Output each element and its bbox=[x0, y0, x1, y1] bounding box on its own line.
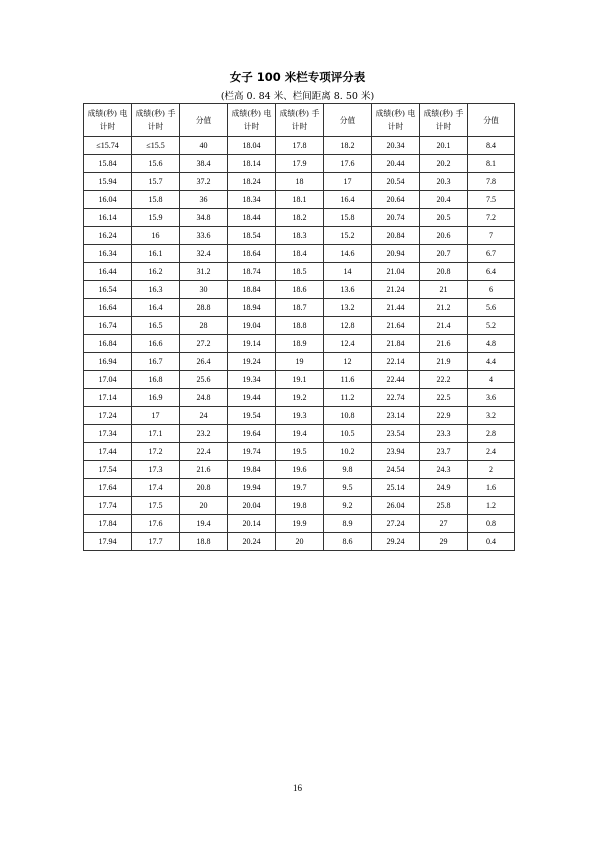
table-cell: 18.6 bbox=[276, 281, 324, 299]
table-cell: 7 bbox=[468, 227, 515, 245]
table-row bbox=[84, 497, 515, 515]
table-row bbox=[84, 353, 515, 371]
table-cell: 19.8 bbox=[276, 497, 324, 515]
table-cell: 21.6 bbox=[420, 335, 468, 353]
table-cell: 19.4 bbox=[180, 515, 228, 533]
table-cell: 18.2 bbox=[276, 209, 324, 227]
table-cell: 7.8 bbox=[468, 173, 515, 191]
table-cell: 19.84 bbox=[228, 461, 276, 479]
table-cell: 18.2 bbox=[324, 137, 372, 155]
table-cell: 18.1 bbox=[276, 191, 324, 209]
page-subtitle: (栏高 0. 84 米、栏间距离 8. 50 米) bbox=[220, 91, 375, 102]
table-cell: 17.04 bbox=[84, 371, 132, 389]
table-cell: 34.8 bbox=[180, 209, 228, 227]
table-cell: 27.24 bbox=[372, 515, 420, 533]
table-cell: 18.8 bbox=[180, 533, 228, 551]
table-cell: 21.2 bbox=[420, 299, 468, 317]
table-cell: 16.44 bbox=[84, 263, 132, 281]
table-cell: 16.24 bbox=[84, 227, 132, 245]
table-cell: 22.14 bbox=[372, 353, 420, 371]
table-cell: 24.3 bbox=[420, 461, 468, 479]
table-cell: 16.5 bbox=[132, 317, 180, 335]
header-cell: 分值 bbox=[468, 104, 515, 137]
table-cell: 20.74 bbox=[372, 209, 420, 227]
table-row bbox=[84, 245, 515, 263]
table-cell: 19.04 bbox=[228, 317, 276, 335]
table-cell: 8.6 bbox=[324, 533, 372, 551]
table-cell: 26.4 bbox=[180, 353, 228, 371]
table-cell: 17.74 bbox=[84, 497, 132, 515]
table-cell: 22.2 bbox=[420, 371, 468, 389]
table-cell: 18.64 bbox=[228, 245, 276, 263]
header-cell: 成绩(秒) 电计时 bbox=[84, 104, 132, 137]
table-cell: 19.34 bbox=[228, 371, 276, 389]
table-cell: 20.44 bbox=[372, 155, 420, 173]
table-cell: 16.64 bbox=[84, 299, 132, 317]
table-cell: 20.6 bbox=[420, 227, 468, 245]
table-cell: 20.1 bbox=[420, 137, 468, 155]
table-cell: 18.4 bbox=[276, 245, 324, 263]
table-cell: 16.4 bbox=[324, 191, 372, 209]
table-cell: 19.4 bbox=[276, 425, 324, 443]
table-cell: 16.4 bbox=[132, 299, 180, 317]
table-cell: 4.4 bbox=[468, 353, 515, 371]
table-row bbox=[84, 155, 515, 173]
table-cell: 38.4 bbox=[180, 155, 228, 173]
table-cell: 25.8 bbox=[420, 497, 468, 515]
table-cell: 17.2 bbox=[132, 443, 180, 461]
table-cell: 16.3 bbox=[132, 281, 180, 299]
table-row bbox=[84, 425, 515, 443]
table-cell: 11.6 bbox=[324, 371, 372, 389]
table-cell: 26.04 bbox=[372, 497, 420, 515]
header-cell: 成绩(秒) 电计时 bbox=[228, 104, 276, 137]
table-cell: 24 bbox=[180, 407, 228, 425]
table-cell: 4.8 bbox=[468, 335, 515, 353]
table-cell: 6.4 bbox=[468, 263, 515, 281]
table-cell: 17.24 bbox=[84, 407, 132, 425]
table-row bbox=[84, 533, 515, 551]
table-cell: 20.94 bbox=[372, 245, 420, 263]
table-cell: 23.2 bbox=[180, 425, 228, 443]
table-cell: 15.6 bbox=[132, 155, 180, 173]
table-cell: 36 bbox=[180, 191, 228, 209]
table-cell: 15.2 bbox=[324, 227, 372, 245]
table-cell: 30 bbox=[180, 281, 228, 299]
table-cell: 12.8 bbox=[324, 317, 372, 335]
table-cell: 21 bbox=[420, 281, 468, 299]
table-cell: 17 bbox=[324, 173, 372, 191]
table-cell: 23.94 bbox=[372, 443, 420, 461]
table-row bbox=[84, 479, 515, 497]
table-cell: 16.8 bbox=[132, 371, 180, 389]
table-cell: 22.9 bbox=[420, 407, 468, 425]
table-cell: 15.8 bbox=[132, 191, 180, 209]
table-cell: 16.04 bbox=[84, 191, 132, 209]
table-cell: 16.94 bbox=[84, 353, 132, 371]
table-cell: 19.94 bbox=[228, 479, 276, 497]
table-cell: 5.6 bbox=[468, 299, 515, 317]
table-cell: 16.74 bbox=[84, 317, 132, 335]
table-row bbox=[84, 173, 515, 191]
table-cell: 20.8 bbox=[180, 479, 228, 497]
table-cell: 16.34 bbox=[84, 245, 132, 263]
table-cell: 16.1 bbox=[132, 245, 180, 263]
table-cell: 17.44 bbox=[84, 443, 132, 461]
table-cell: 28.8 bbox=[180, 299, 228, 317]
table-cell: 19.74 bbox=[228, 443, 276, 461]
table-cell: 6.7 bbox=[468, 245, 515, 263]
table-cell: 13.2 bbox=[324, 299, 372, 317]
table-cell: 29 bbox=[420, 533, 468, 551]
table-cell: 19.6 bbox=[276, 461, 324, 479]
table-cell: 16.84 bbox=[84, 335, 132, 353]
page-number: 16 bbox=[293, 783, 302, 793]
table-cell: 20.8 bbox=[420, 263, 468, 281]
table-cell: 17.6 bbox=[324, 155, 372, 173]
table-cell: 15.9 bbox=[132, 209, 180, 227]
table-cell: 18.54 bbox=[228, 227, 276, 245]
table-cell: 12 bbox=[324, 353, 372, 371]
score-table bbox=[83, 103, 515, 551]
table-cell: 11.2 bbox=[324, 389, 372, 407]
table-cell: 21.04 bbox=[372, 263, 420, 281]
table-cell: 16.54 bbox=[84, 281, 132, 299]
table-cell: 33.6 bbox=[180, 227, 228, 245]
table-cell: 7.5 bbox=[468, 191, 515, 209]
table-row bbox=[84, 443, 515, 461]
table-row bbox=[84, 389, 515, 407]
table-cell: 16.2 bbox=[132, 263, 180, 281]
table-cell: ≤15.5 bbox=[132, 137, 180, 155]
table-cell: 16.14 bbox=[84, 209, 132, 227]
table-cell: 19.54 bbox=[228, 407, 276, 425]
table-cell: 4 bbox=[468, 371, 515, 389]
table-cell: 15.7 bbox=[132, 173, 180, 191]
table-row bbox=[84, 299, 515, 317]
table-cell: 0.8 bbox=[468, 515, 515, 533]
table-cell: 16 bbox=[132, 227, 180, 245]
table-row bbox=[84, 317, 515, 335]
table-cell: 8.9 bbox=[324, 515, 372, 533]
table-cell: 9.5 bbox=[324, 479, 372, 497]
table-cell: 29.24 bbox=[372, 533, 420, 551]
table-cell: ≤15.74 bbox=[84, 137, 132, 155]
table-cell: 21.6 bbox=[180, 461, 228, 479]
header-cell: 分值 bbox=[324, 104, 372, 137]
header-cell: 分值 bbox=[180, 104, 228, 137]
table-cell: 18.44 bbox=[228, 209, 276, 227]
table-cell: 18.04 bbox=[228, 137, 276, 155]
table-cell: 21.24 bbox=[372, 281, 420, 299]
table-cell: 3.6 bbox=[468, 389, 515, 407]
table-cell: 20.2 bbox=[420, 155, 468, 173]
table-cell: 18.94 bbox=[228, 299, 276, 317]
table-cell: 3.2 bbox=[468, 407, 515, 425]
table-cell: 24.9 bbox=[420, 479, 468, 497]
table-cell: 31.2 bbox=[180, 263, 228, 281]
table-cell: 17.64 bbox=[84, 479, 132, 497]
table-cell: 22.4 bbox=[180, 443, 228, 461]
table-row bbox=[84, 335, 515, 353]
table-row bbox=[84, 227, 515, 245]
table-cell: 19.7 bbox=[276, 479, 324, 497]
table-row bbox=[84, 461, 515, 479]
table-cell: 16.9 bbox=[132, 389, 180, 407]
header-cell: 成绩(秒) 电计时 bbox=[372, 104, 420, 137]
table-cell: 10.2 bbox=[324, 443, 372, 461]
table-cell: 20.4 bbox=[420, 191, 468, 209]
table-row bbox=[84, 515, 515, 533]
table-row bbox=[84, 263, 515, 281]
table-cell: 20.64 bbox=[372, 191, 420, 209]
table-cell: 7.2 bbox=[468, 209, 515, 227]
table-cell: 10.5 bbox=[324, 425, 372, 443]
header-cell: 成绩(秒) 手计时 bbox=[420, 104, 468, 137]
table-cell: 17.94 bbox=[84, 533, 132, 551]
table-cell: 9.2 bbox=[324, 497, 372, 515]
table-cell: 19.64 bbox=[228, 425, 276, 443]
table-cell: 18.74 bbox=[228, 263, 276, 281]
table-body bbox=[84, 137, 515, 551]
header-cell: 成绩(秒) 手计时 bbox=[132, 104, 180, 137]
table-cell: 19.5 bbox=[276, 443, 324, 461]
table-cell: 19.9 bbox=[276, 515, 324, 533]
table-cell: 8.1 bbox=[468, 155, 515, 173]
table-cell: 21.84 bbox=[372, 335, 420, 353]
table-cell: 20.54 bbox=[372, 173, 420, 191]
table-cell: 40 bbox=[180, 137, 228, 155]
table-row bbox=[84, 281, 515, 299]
table-cell: 32.4 bbox=[180, 245, 228, 263]
table-cell: 17.6 bbox=[132, 515, 180, 533]
table-cell: 21.44 bbox=[372, 299, 420, 317]
table-cell: 5.2 bbox=[468, 317, 515, 335]
table-row bbox=[84, 191, 515, 209]
table-cell: 2.8 bbox=[468, 425, 515, 443]
table-cell: 19 bbox=[276, 353, 324, 371]
table-cell: 17.84 bbox=[84, 515, 132, 533]
table-cell: 25.14 bbox=[372, 479, 420, 497]
table-cell: 23.14 bbox=[372, 407, 420, 425]
table-cell: 19.2 bbox=[276, 389, 324, 407]
table-cell: 19.3 bbox=[276, 407, 324, 425]
table-cell: 18.24 bbox=[228, 173, 276, 191]
table-cell: 17.8 bbox=[276, 137, 324, 155]
table-cell: 17.14 bbox=[84, 389, 132, 407]
table-cell: 20 bbox=[276, 533, 324, 551]
table-cell: 17.54 bbox=[84, 461, 132, 479]
table-cell: 20.7 bbox=[420, 245, 468, 263]
table-cell: 9.8 bbox=[324, 461, 372, 479]
table-cell: 21.4 bbox=[420, 317, 468, 335]
table-cell: 8.4 bbox=[468, 137, 515, 155]
table-cell: 20.5 bbox=[420, 209, 468, 227]
table-cell: 22.5 bbox=[420, 389, 468, 407]
table-cell: 19.44 bbox=[228, 389, 276, 407]
table-cell: 15.84 bbox=[84, 155, 132, 173]
table-cell: 25.6 bbox=[180, 371, 228, 389]
table-cell: 19.24 bbox=[228, 353, 276, 371]
table-cell: 14 bbox=[324, 263, 372, 281]
table-cell: 17.7 bbox=[132, 533, 180, 551]
table-cell: 17.9 bbox=[276, 155, 324, 173]
table-cell: 12.4 bbox=[324, 335, 372, 353]
table-cell: 22.74 bbox=[372, 389, 420, 407]
table-cell: 17.34 bbox=[84, 425, 132, 443]
page-title: 女子 100 米栏专项评分表 bbox=[229, 70, 366, 84]
header-cell: 成绩(秒) 手计时 bbox=[276, 104, 324, 137]
table-cell: 14.6 bbox=[324, 245, 372, 263]
table-cell: 24.8 bbox=[180, 389, 228, 407]
table-cell: 23.54 bbox=[372, 425, 420, 443]
table-cell: 27 bbox=[420, 515, 468, 533]
table-cell: 22.44 bbox=[372, 371, 420, 389]
table-cell: 15.8 bbox=[324, 209, 372, 227]
table-cell: 20.34 bbox=[372, 137, 420, 155]
table-cell: 0.4 bbox=[468, 533, 515, 551]
table-row bbox=[84, 137, 515, 155]
table-cell: 16.6 bbox=[132, 335, 180, 353]
table-row bbox=[84, 371, 515, 389]
table-cell: 16.7 bbox=[132, 353, 180, 371]
table-cell: 17.4 bbox=[132, 479, 180, 497]
table-cell: 2 bbox=[468, 461, 515, 479]
table-cell: 23.7 bbox=[420, 443, 468, 461]
table-cell: 23.3 bbox=[420, 425, 468, 443]
table-cell: 15.94 bbox=[84, 173, 132, 191]
table-cell: 20.04 bbox=[228, 497, 276, 515]
table-cell: 28 bbox=[180, 317, 228, 335]
table-cell: 17.5 bbox=[132, 497, 180, 515]
table-cell: 18.84 bbox=[228, 281, 276, 299]
table-cell: 17.3 bbox=[132, 461, 180, 479]
table-header-row bbox=[84, 104, 515, 137]
table-cell: 19.14 bbox=[228, 335, 276, 353]
table-cell: 20.14 bbox=[228, 515, 276, 533]
table-cell: 19.1 bbox=[276, 371, 324, 389]
table-cell: 24.54 bbox=[372, 461, 420, 479]
table-cell: 17 bbox=[132, 407, 180, 425]
table-cell: 17.1 bbox=[132, 425, 180, 443]
table-cell: 2.4 bbox=[468, 443, 515, 461]
table-cell: 21.64 bbox=[372, 317, 420, 335]
table-cell: 1.2 bbox=[468, 497, 515, 515]
table-cell: 20.24 bbox=[228, 533, 276, 551]
table-cell: 18.34 bbox=[228, 191, 276, 209]
table-row bbox=[84, 407, 515, 425]
table-cell: 20.3 bbox=[420, 173, 468, 191]
table-cell: 10.8 bbox=[324, 407, 372, 425]
table-cell: 18.9 bbox=[276, 335, 324, 353]
table-cell: 37.2 bbox=[180, 173, 228, 191]
table-cell: 18.5 bbox=[276, 263, 324, 281]
table-cell: 6 bbox=[468, 281, 515, 299]
table-cell: 1.6 bbox=[468, 479, 515, 497]
table-cell: 27.2 bbox=[180, 335, 228, 353]
table-cell: 13.6 bbox=[324, 281, 372, 299]
table-cell: 20 bbox=[180, 497, 228, 515]
table-cell: 18.14 bbox=[228, 155, 276, 173]
table-cell: 18 bbox=[276, 173, 324, 191]
table-cell: 20.84 bbox=[372, 227, 420, 245]
table-row bbox=[84, 209, 515, 227]
table-cell: 18.3 bbox=[276, 227, 324, 245]
table-cell: 18.7 bbox=[276, 299, 324, 317]
table-cell: 21.9 bbox=[420, 353, 468, 371]
table-cell: 18.8 bbox=[276, 317, 324, 335]
